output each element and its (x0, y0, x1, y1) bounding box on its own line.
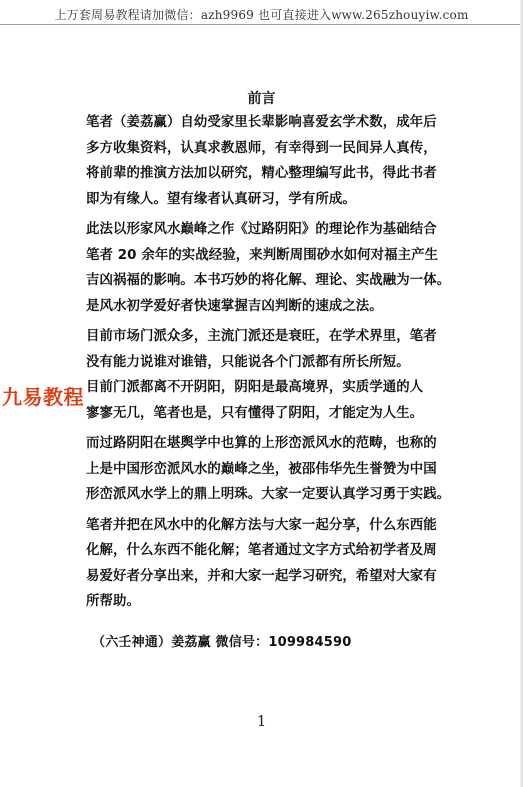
page-header-ad: 上万套周易教程请加微信：azh9969 也可直接进入www.265zhouyiw.com (54, 8, 469, 22)
page-title: 前言 (247, 91, 276, 107)
author-signature: （六壬神通）姜荔赢 微信号：109984590 (92, 635, 352, 650)
watermark-logo: 九易教程 (2, 381, 86, 410)
text-line: 即为有缘人。望有缘者认真研习，学有所成。 (86, 191, 356, 207)
paragraph-2 (86, 217, 476, 319)
header-divider (0, 24, 523, 25)
page-number: 1 (256, 712, 267, 730)
text-line: 没有能力说谁对谁错，只能说各个门派都有所长所短。 (86, 354, 410, 370)
paragraph-5 (86, 513, 476, 615)
paragraph-3 (86, 324, 476, 426)
text-line: 易爱好者分享出来，并和大家一起学习研究，希望对大家有 (86, 568, 437, 584)
text-line: 上是中国形峦派风水的巅峰之坐，被邵伟华先生誉赞为中国 (86, 461, 437, 477)
preface-body (86, 110, 476, 620)
paragraph-4 (86, 431, 476, 508)
text-line: 形峦派风水学上的鼎上明珠。大家一定要认真学习勇于实践。 (86, 487, 451, 502)
text-line: 笔者并把在风水中的化解方法与大家一起分享，什么东西能 (86, 517, 437, 533)
text-line: 笔者 20 余年的实战经验，来判断周围砂水如何对福主产生 (86, 247, 439, 263)
text-line: 化解，什么东西不能化解；笔者通过文字方式给初学者及周 (86, 543, 437, 558)
text-line: 寥寥无几，笔者也是，只有懂得了阴阳，才能定为人生。 (86, 405, 424, 421)
text-line: 笔者（姜荔赢）自幼受家里长辈影响喜爱玄学术数，成年后 (86, 115, 437, 130)
text-line: 是风水初学爱好者快速掌握吉凶判断的速成之法。 (86, 298, 383, 314)
text-line: 此法以形家风水巅峰之作《过路阴阳》的理论作为基础结合 (86, 222, 437, 237)
text-line: 而过路阴阳在堪舆学中也算的上形峦派风水的范畴，也称的 (86, 436, 437, 451)
text-line: 目前门派都离不开阴阳，阴阳是最高境界，实质学通的人 (86, 380, 424, 395)
text-line: 目前市场门派众多，主流门派还是衰旺，在学术界里，笔者 (86, 329, 437, 344)
text-line: 将前辈的推演方法加以研究，精心整理编写此书，得此书者 (86, 166, 437, 181)
text-line: 所帮助。 (86, 594, 140, 609)
text-line: 多方收集资料，认真求教恩师，有幸得到一民间异人真传， (86, 140, 437, 156)
text-line: 吉凶祸福的影响。本书巧妙的将化解、理论、实战融为一体。 (86, 273, 451, 288)
paragraph-1 (86, 110, 476, 212)
